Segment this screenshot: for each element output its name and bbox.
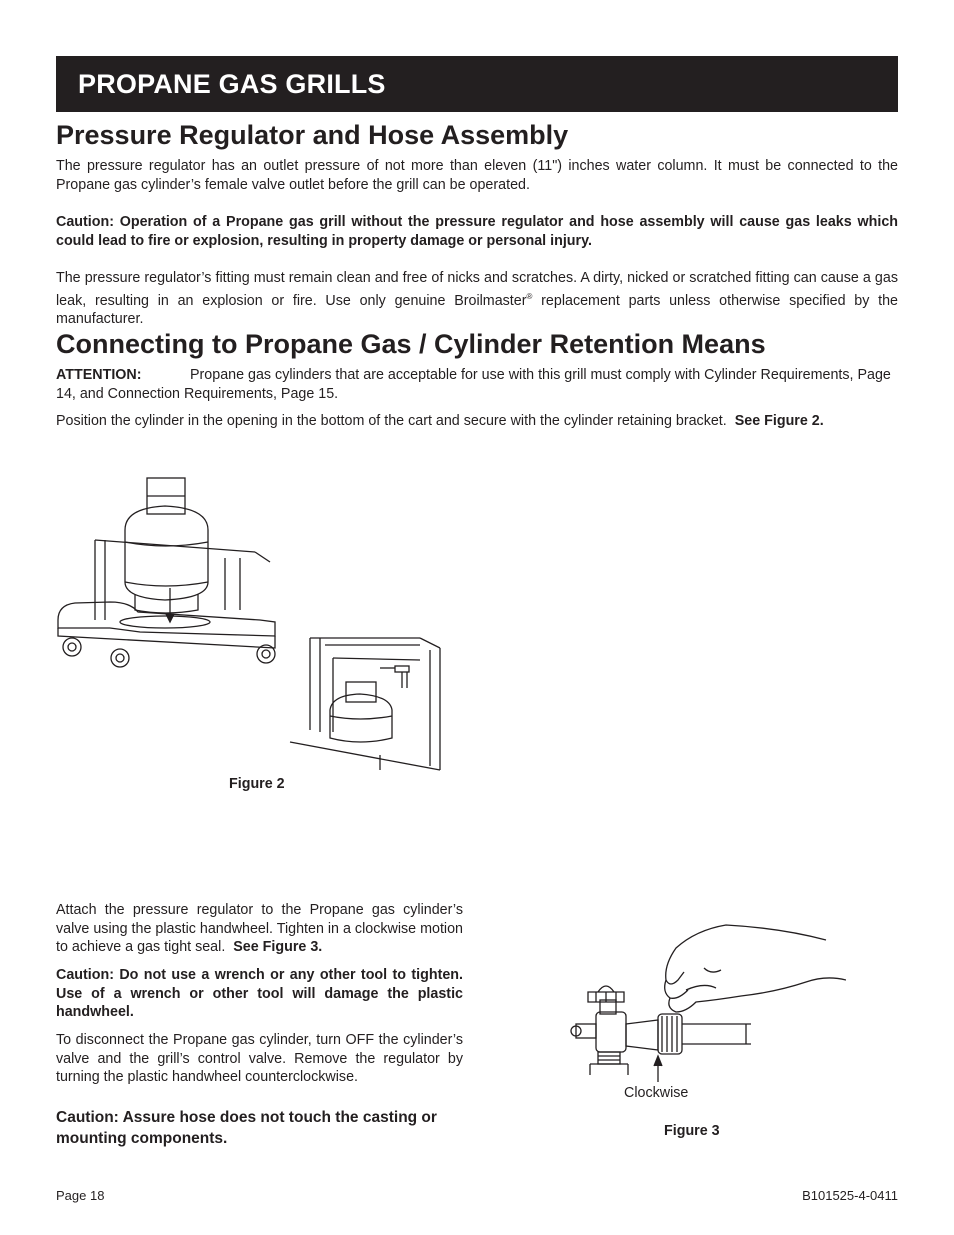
see-figure-3: See Figure 3. (233, 939, 323, 955)
attach-text: Attach the pressure regulator to the Propane gas cylinder’s valve using the plastic handwheel. Tighten in a clockwise motion to achieve a gas tight seal. (56, 902, 463, 955)
fitting-paragraph (56, 269, 898, 328)
disconnect-paragraph: To disconnect the Propane gas cylinder, turn OFF the cylinder’s valve and the grill’s control valve. Remove the regulator by turning the plastic handwheel counterclockwise. (56, 1032, 463, 1085)
fitting-text-b: replacement parts unless otherwise specified by the manufacturer. (56, 292, 898, 327)
page-banner (56, 56, 898, 112)
position-text: Position the cylinder in the opening in the bottom of the cart and secure with the cylinder retaining bracket. (56, 413, 727, 429)
see-figure-2: See Figure 2. (734, 413, 824, 429)
figure-3-illustration (566, 920, 846, 1090)
fitting-text-a: The pressure regulator’s fitting must remain clean and free of nicks and scratches. A dirty, nicked or scratched fitting can cause a gas leak, resulting in an explosion or fire. Use only genuine Broilmaster (56, 270, 898, 309)
position-paragraph (56, 412, 898, 431)
registered-mark: ® (526, 291, 533, 301)
attention-label: ATTENTION: (56, 367, 142, 383)
clockwise-label: Clockwise (624, 1085, 689, 1101)
regulator-paragraph: The pressure regulator has an outlet pressure of not more than eleven (11") inches water column. It must be connected to the Propane gas cylinder’s female valve outlet before the grill can be operated. (56, 158, 898, 193)
section-heading-regulator: Pressure Regulator and Hose Assembly (56, 120, 569, 150)
section-heading-connecting: Connecting to Propane Gas / Cylinder Retention Means (56, 329, 766, 359)
attention-paragraph (56, 366, 898, 403)
hose-caution: Caution: Assure hose does not touch the casting or mounting components. (56, 1109, 437, 1147)
attention-text: Propane gas cylinders that are acceptable for use with this grill must comply with Cylinder Requirements, Page 14, and Connection Requirements, Page 15. (56, 367, 891, 402)
banner-title: PROPANE GAS GRILLS (78, 68, 386, 99)
attach-paragraph (56, 901, 463, 957)
wrench-caution: Caution: Do not use a wrench or any other tool to tighten. Use of a wrench or other tool will damage the plastic handwheel. (56, 967, 463, 1020)
figure-2-caption: Figure 2 (229, 776, 285, 792)
figure-2-illustration (50, 470, 450, 780)
figure-3-caption: Figure 3 (664, 1123, 720, 1139)
regulator-caution: Caution: Operation of a Propane gas grill without the pressure regulator and hose assembly will cause gas leaks which could lead to fire or explosion, resulting in property damage or personal injury. (56, 214, 898, 249)
document-number: B101525-4-0411 (802, 1188, 898, 1203)
page-number: Page 18 (56, 1188, 105, 1203)
